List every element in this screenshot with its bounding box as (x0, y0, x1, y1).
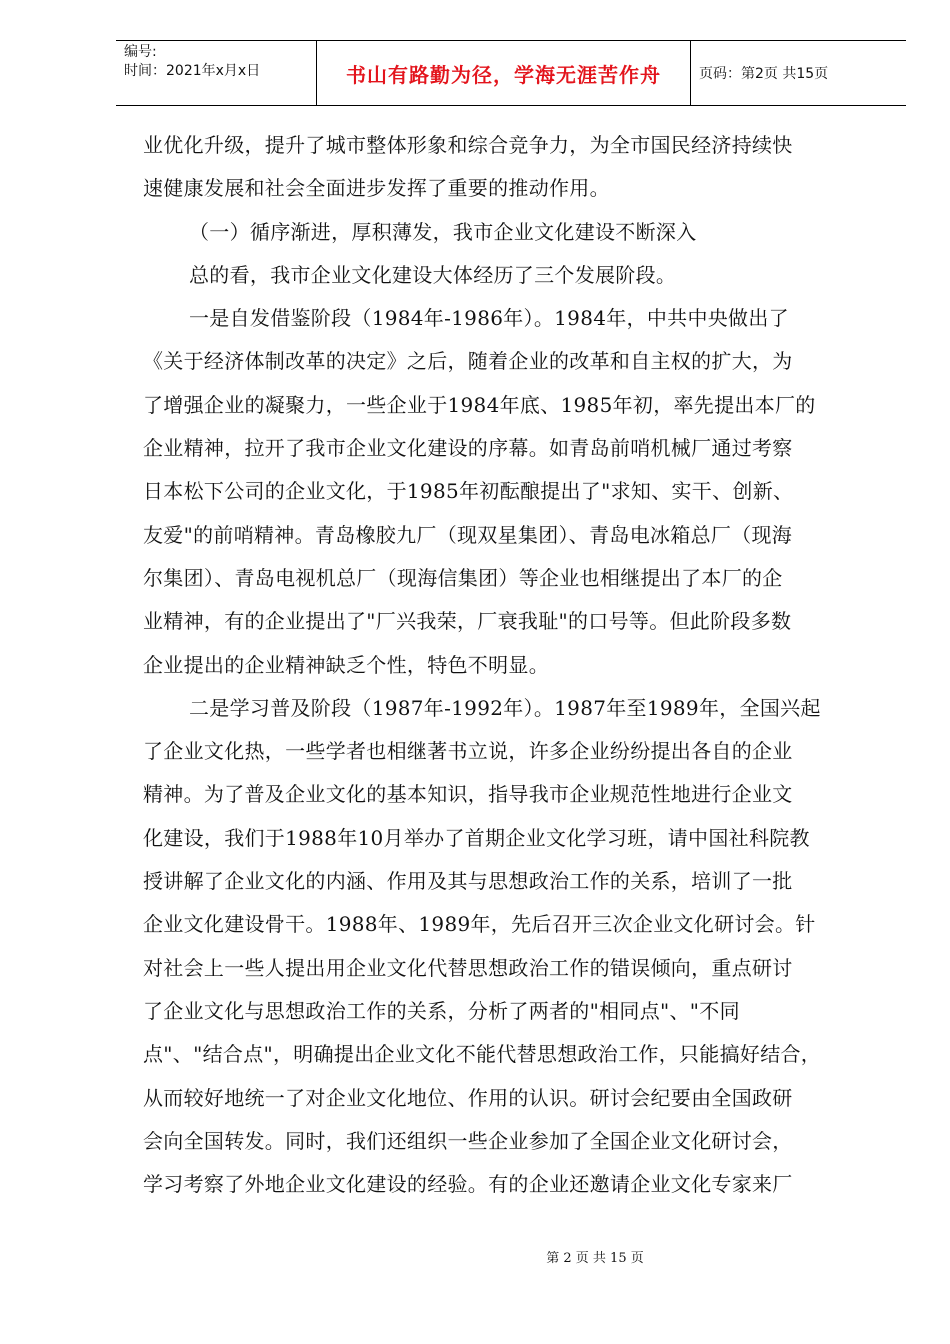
text-line: 速健康发展和社会全面进步发挥了重要的推动作用。 (143, 176, 610, 201)
text-line: 了企业文化热，一些学者也相继著书立说，许多企业纷纷提出各自的企业 (143, 739, 793, 764)
page-header (116, 40, 906, 106)
text-line: 尔集团）、青岛电视机总厂（现海信集团）等企业也相继提出了本厂的企 (143, 565, 783, 590)
text-line: 点"、"结合点"，明确提出企业文化不能代替思想政治工作，只能搞好结合， (143, 1042, 822, 1067)
header-meta (116, 41, 317, 105)
text-line: 了企业文化与思想政治工作的关系，分析了两者的"相同点"、"不同 (143, 998, 740, 1023)
text-line: 对社会上一些人提出用企业文化代替思想政治工作的错误倾向，重点研讨 (143, 955, 793, 980)
text-line: 二是学习普及阶段（1987年-1992年）。1987年至1989年，全国兴起 (189, 695, 821, 720)
text-line: 学习考察了外地企业文化建设的经验。有的企业还邀请企业文化专家来厂 (143, 1172, 793, 1197)
text-line: 日本松下公司的企业文化，于1985年初酝酿提出了"求知、实干、创新、 (143, 479, 794, 504)
text-line: 化建设，我们于1988年10月举办了首期企业文化学习班，请中国社科院教 (143, 825, 810, 850)
serial-label: 编号: (124, 44, 157, 60)
text-line: 总的看，我市企业文化建设大体经历了三个发展阶段。 (189, 262, 677, 287)
page-footer: 第 2 页 共 15 页 (546, 1251, 644, 1266)
text-line: 从而较好地统一了对企业文化地位、作用的认识。研讨会纪要由全国政研 (143, 1085, 793, 1110)
header-motto: 书山有路勤为径，学海无涯苦作舟 (317, 41, 691, 105)
header-page-label: 页码：第2页 共15页 (699, 66, 829, 82)
time-label: 时间：2021年x月x日 (124, 63, 261, 79)
text-line: 一是自发借鉴阶段（1984年-1986年）。1984年，中共中央做出了 (189, 306, 789, 331)
text-line: 授讲解了企业文化的内涵、作用及其与思想政治工作的关系，培训了一批 (143, 869, 793, 894)
text-line: 企业精神，拉开了我市企业文化建设的序幕。如青岛前哨机械厂通过考察 (143, 436, 793, 461)
text-line: 企业文化建设骨干。1988年、1989年，先后召开三次企业文化研讨会。针 (143, 912, 816, 937)
text-line: 《关于经济体制改革的决定》之后，随着企业的改革和自主权的扩大，为 (143, 349, 793, 374)
text-line: 友爱"的前哨精神。青岛橡胶九厂（现双星集团）、青岛电冰箱总厂（现海 (143, 522, 793, 547)
text-line: 会向全国转发。同时，我们还组织一些企业参加了全国企业文化研讨会， (143, 1128, 793, 1153)
text-line: 业优化升级，提升了城市整体形象和综合竞争力，为全市国民经济持续快 (143, 133, 793, 157)
section-heading: （一）循序渐进，厚积薄发，我市企业文化建设不断深入 (189, 219, 697, 244)
text-line: 了增强企业的凝聚力，一些企业于1984年底、1985年初，率先提出本厂的 (143, 392, 816, 417)
text-line: 企业提出的企业精神缺乏个性，特色不明显。 (143, 652, 549, 677)
text-line: 业精神，有的企业提出了"厂兴我荣，厂衰我耻"的口号等。但此阶段多数 (143, 609, 792, 634)
document-body (143, 124, 883, 1206)
text-line: 精神。为了普及企业文化的基本知识，指导我市企业规范性地进行企业文 (143, 782, 793, 807)
